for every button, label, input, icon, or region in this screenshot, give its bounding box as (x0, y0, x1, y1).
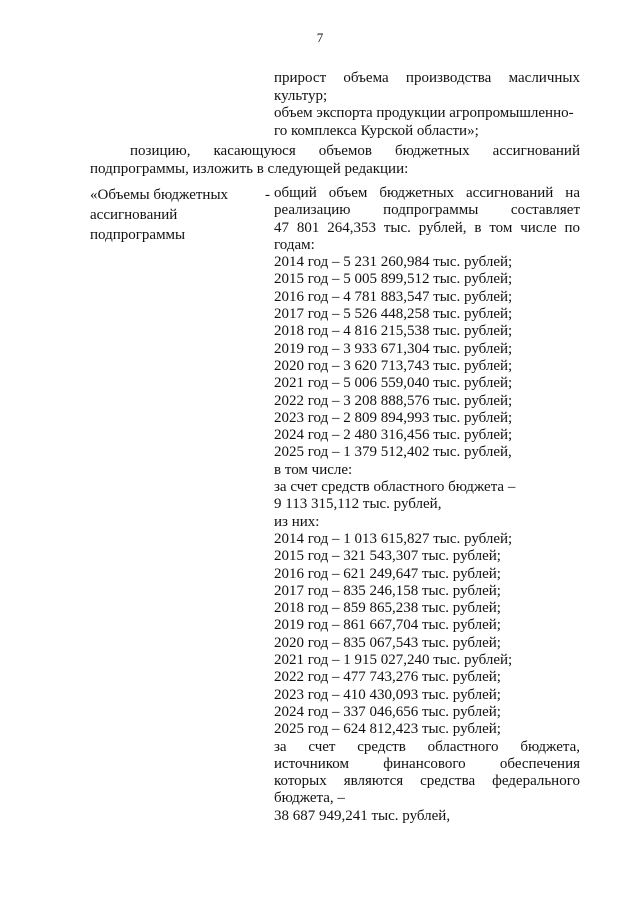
text-line: 2014 год – 5 231 260,984 тыс. рублей; (274, 254, 513, 271)
text-line: 2019 год – 861 667,704 тыс. рублей; (274, 617, 501, 634)
text-line: из них: (274, 513, 320, 530)
text-line: 2025 год – 624 812,423 тыс. рублей; (274, 721, 501, 738)
label-line: подпрограммы (90, 227, 186, 243)
text-line: прирост объема производства масличных (274, 70, 580, 86)
text-line: 2024 год – 2 480 316,456 тыс. рублей; (274, 427, 513, 444)
text-line: реализацию подпрограммы составляет (274, 202, 580, 219)
label-line: ассигнований (90, 207, 178, 223)
text-line: 2021 год – 5 006 559,040 тыс. рублей; (274, 375, 513, 392)
label-dash: - (265, 187, 270, 203)
text-line: 2023 год – 410 430,093 тыс. рублей; (274, 686, 501, 703)
text-line: 2021 год – 1 915 027,240 тыс. рублей; (274, 652, 513, 669)
text-line: 2025 год – 1 379 512,402 тыс. рублей, (274, 444, 512, 461)
text-line: 2018 год – 859 865,238 тыс. рублей; (274, 600, 501, 617)
text-line: 2019 год – 3 933 671,304 тыс. рублей; (274, 340, 513, 357)
text-line: общий объем бюджетных ассигнований на (274, 185, 580, 201)
text-line: 2022 год – 3 208 888,576 тыс. рублей; (274, 392, 513, 409)
text-line: 2020 год – 3 620 713,743 тыс. рублей; (274, 357, 513, 374)
top-text-block (274, 70, 580, 140)
text-line: годам: (274, 236, 315, 253)
text-line: 2020 год – 835 067,543 тыс. рублей; (274, 634, 501, 651)
text-line: в том числе: (274, 461, 353, 478)
text-line: 2015 год – 321 543,307 тыс. рублей; (274, 548, 501, 565)
text-line: 38 687 949,241 тыс. рублей, (274, 807, 451, 824)
text-line: источником финансового обеспечения (274, 755, 580, 772)
text-line: 2024 год – 337 046,656 тыс. рублей; (274, 703, 501, 720)
text-line: 2017 год – 835 246,158 тыс. рублей; (274, 582, 501, 599)
text-line: за счет средств областного бюджета – (274, 479, 516, 496)
text-line: 2018 год – 4 816 215,538 тыс. рублей; (274, 323, 513, 340)
text-line: 9 113 315,112 тыс. рублей, (274, 496, 442, 513)
text-line: 2016 год – 621 249,647 тыс. рублей; (274, 565, 501, 582)
text-line: 2016 год – 4 781 883,547 тыс. рублей; (274, 288, 513, 305)
text-line: 2015 год – 5 005 899,512 тыс. рублей; (274, 271, 513, 288)
text-line: объем экспорта продукции агропромышленно- (274, 105, 574, 121)
text-line: бюджета, – (274, 790, 345, 807)
label-line: «Объемы бюджетных (90, 187, 229, 203)
text-line: 2022 год – 477 743,276 тыс. рублей; (274, 669, 501, 686)
intro-line: подпрограммы, изложить в следующей редакции: (90, 160, 409, 177)
text-line: культур; (274, 87, 328, 104)
page-number: 7 (316, 30, 324, 45)
text-line: 2014 год – 1 013 615,827 тыс. рублей; (274, 530, 513, 547)
text-line: за счет средств областного бюджета, (274, 738, 580, 755)
text-line: го комплекса Курской области»; (274, 122, 479, 139)
position-label (90, 185, 270, 245)
text-line: 47 801 264,353 тыс. рублей, в том числе по (274, 219, 580, 236)
intro-line: позицию, касающуюся объемов бюджетных ассигнований (130, 143, 580, 159)
budget-details (274, 185, 580, 825)
text-line: 2023 год – 2 809 894,993 тыс. рублей; (274, 409, 513, 426)
text-line: которых являются средства федерального (274, 773, 580, 790)
text-line: 2017 год – 5 526 448,258 тыс. рублей; (274, 306, 513, 323)
intro-paragraph (90, 143, 580, 178)
